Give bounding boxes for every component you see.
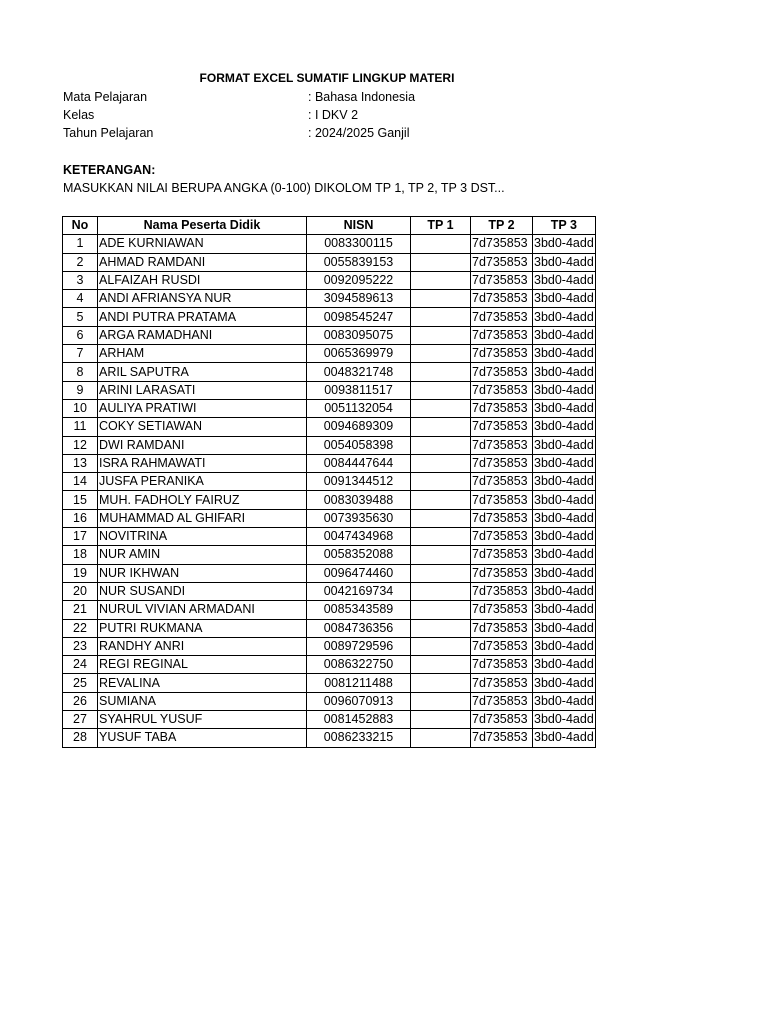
cell-tp1[interactable] <box>411 729 471 747</box>
table-row <box>63 345 596 363</box>
cell-name: SYAHRUL YUSUF <box>98 711 307 729</box>
cell-name: REGI REGINAL <box>98 656 307 674</box>
cell-tp3[interactable]: 3bd0-4add <box>533 674 596 692</box>
cell-tp3[interactable]: 3bd0-4add <box>533 473 596 491</box>
table-row <box>63 674 596 692</box>
cell-name: ISRA RAHMAWATI <box>98 454 307 472</box>
info-row-subject <box>63 88 593 106</box>
table-row <box>63 637 596 655</box>
cell-nisn: 0096474460 <box>307 564 411 582</box>
cell-tp1[interactable] <box>411 326 471 344</box>
cell-tp3[interactable]: 3bd0-4add <box>533 418 596 436</box>
cell-tp3[interactable]: 3bd0-4add <box>533 326 596 344</box>
cell-name: ALFAIZAH RUSDI <box>98 271 307 289</box>
cell-tp1[interactable] <box>411 509 471 527</box>
cell-nisn: 0054058398 <box>307 436 411 454</box>
cell-tp3[interactable]: 3bd0-4add <box>533 235 596 253</box>
cell-name: NUR SUSANDI <box>98 582 307 600</box>
cell-no: 22 <box>63 619 98 637</box>
table-row <box>63 363 596 381</box>
table-row <box>63 491 596 509</box>
cell-tp2[interactable]: 7d735853 <box>471 345 533 363</box>
cell-nisn: 0089729596 <box>307 637 411 655</box>
cell-tp2[interactable]: 7d735853 <box>471 637 533 655</box>
table-row <box>63 271 596 289</box>
cell-tp1[interactable] <box>411 564 471 582</box>
cell-tp3[interactable]: 3bd0-4add <box>533 381 596 399</box>
cell-no: 1 <box>63 235 98 253</box>
cell-no: 25 <box>63 674 98 692</box>
cell-name: SUMIANA <box>98 692 307 710</box>
cell-no: 12 <box>63 436 98 454</box>
cell-no: 23 <box>63 637 98 655</box>
cell-tp2[interactable]: 7d735853 <box>471 436 533 454</box>
table-row <box>63 582 596 600</box>
cell-tp2[interactable]: 7d735853 <box>471 656 533 674</box>
cell-tp1[interactable] <box>411 363 471 381</box>
cell-name: ARHAM <box>98 345 307 363</box>
cell-nisn: 0093811517 <box>307 381 411 399</box>
cell-nisn: 0084447644 <box>307 454 411 472</box>
cell-tp3[interactable]: 3bd0-4add <box>533 601 596 619</box>
cell-tp2[interactable]: 7d735853 <box>471 674 533 692</box>
cell-name: REVALINA <box>98 674 307 692</box>
table-row <box>63 308 596 326</box>
header-tp3: TP 3 <box>533 217 596 235</box>
cell-no: 11 <box>63 418 98 436</box>
cell-nisn: 0055839153 <box>307 253 411 271</box>
cell-nisn: 0065369979 <box>307 345 411 363</box>
cell-no: 13 <box>63 454 98 472</box>
cell-tp1[interactable] <box>411 619 471 637</box>
cell-no: 26 <box>63 692 98 710</box>
cell-nisn: 0086233215 <box>307 729 411 747</box>
table-row <box>63 473 596 491</box>
cell-tp1[interactable] <box>411 253 471 271</box>
table-row <box>63 656 596 674</box>
cell-nisn: 0098545247 <box>307 308 411 326</box>
cell-tp3[interactable]: 3bd0-4add <box>533 399 596 417</box>
cell-name: NUR AMIN <box>98 546 307 564</box>
cell-name: ANDI PUTRA PRATAMA <box>98 308 307 326</box>
cell-no: 8 <box>63 363 98 381</box>
cell-name: NURUL VIVIAN ARMADANI <box>98 601 307 619</box>
cell-no: 15 <box>63 491 98 509</box>
cell-tp3[interactable]: 3bd0-4add <box>533 253 596 271</box>
cell-no: 9 <box>63 381 98 399</box>
table-row <box>63 454 596 472</box>
cell-nisn: 3094589613 <box>307 290 411 308</box>
table-row <box>63 711 596 729</box>
cell-name: RANDHY ANRI <box>98 637 307 655</box>
info-label-year: Tahun Pelajaran <box>63 126 154 140</box>
cell-nisn: 0047434968 <box>307 528 411 546</box>
cell-name: JUSFA PERANIKA <box>98 473 307 491</box>
cell-name: ANDI AFRIANSYA NUR <box>98 290 307 308</box>
cell-tp1[interactable] <box>411 271 471 289</box>
table-row <box>63 564 596 582</box>
table-row <box>63 399 596 417</box>
cell-tp1[interactable] <box>411 235 471 253</box>
cell-tp3[interactable]: 3bd0-4add <box>533 308 596 326</box>
table-row <box>63 692 596 710</box>
table-row <box>63 546 596 564</box>
cell-tp2[interactable]: 7d735853 <box>471 528 533 546</box>
cell-name: AULIYA PRATIWI <box>98 399 307 417</box>
cell-no: 19 <box>63 564 98 582</box>
cell-nisn: 0091344512 <box>307 473 411 491</box>
cell-nisn: 0086322750 <box>307 656 411 674</box>
cell-tp3[interactable]: 3bd0-4add <box>533 637 596 655</box>
cell-name: AHMAD RAMDANI <box>98 253 307 271</box>
cell-tp3[interactable]: 3bd0-4add <box>533 582 596 600</box>
cell-tp3[interactable]: 3bd0-4add <box>533 546 596 564</box>
cell-tp1[interactable] <box>411 582 471 600</box>
cell-nisn: 0073935630 <box>307 509 411 527</box>
cell-no: 27 <box>63 711 98 729</box>
table-row <box>63 619 596 637</box>
note-heading: KETERANGAN: <box>63 163 156 177</box>
cell-nisn: 0094689309 <box>307 418 411 436</box>
cell-no: 16 <box>63 509 98 527</box>
cell-tp1[interactable] <box>411 418 471 436</box>
table-row <box>63 528 596 546</box>
cell-tp2[interactable]: 7d735853 <box>471 582 533 600</box>
cell-no: 7 <box>63 345 98 363</box>
info-value-subject: : Bahasa Indonesia <box>308 90 416 104</box>
cell-tp3[interactable]: 3bd0-4add <box>533 491 596 509</box>
cell-tp1[interactable] <box>411 674 471 692</box>
cell-tp1[interactable] <box>411 711 471 729</box>
cell-tp2[interactable]: 7d735853 <box>471 399 533 417</box>
cell-nisn: 0081452883 <box>307 711 411 729</box>
table-row <box>63 418 596 436</box>
info-row-year <box>63 124 593 142</box>
cell-no: 14 <box>63 473 98 491</box>
cell-tp1[interactable] <box>411 546 471 564</box>
cell-no: 6 <box>63 326 98 344</box>
cell-name: COKY SETIAWAN <box>98 418 307 436</box>
table-row <box>63 509 596 527</box>
cell-tp2[interactable]: 7d735853 <box>471 564 533 582</box>
info-value-class: : I DKV 2 <box>308 108 359 122</box>
cell-nisn: 0042169734 <box>307 582 411 600</box>
cell-tp3[interactable]: 3bd0-4add <box>533 619 596 637</box>
header-name: Nama Peserta Didik <box>98 217 307 235</box>
cell-nisn: 0083095075 <box>307 326 411 344</box>
cell-tp2[interactable]: 7d735853 <box>471 308 533 326</box>
cell-no: 20 <box>63 582 98 600</box>
cell-tp3[interactable]: 3bd0-4add <box>533 711 596 729</box>
cell-nisn: 0092095222 <box>307 271 411 289</box>
cell-nisn: 0083300115 <box>307 235 411 253</box>
cell-tp2[interactable]: 7d735853 <box>471 619 533 637</box>
cell-nisn: 0058352088 <box>307 546 411 564</box>
header-nisn: NISN <box>307 217 411 235</box>
cell-tp3[interactable]: 3bd0-4add <box>533 454 596 472</box>
cell-tp1[interactable] <box>411 656 471 674</box>
cell-tp1[interactable] <box>411 399 471 417</box>
cell-nisn: 0085343589 <box>307 601 411 619</box>
cell-no: 5 <box>63 308 98 326</box>
table-row <box>63 326 596 344</box>
table-row <box>63 381 596 399</box>
cell-name: YUSUF TABA <box>98 729 307 747</box>
note-text: MASUKKAN NILAI BERUPA ANGKA (0-100) DIKOLOM TP 1, TP 2, TP 3 DST... <box>63 181 505 195</box>
cell-tp2[interactable]: 7d735853 <box>471 692 533 710</box>
cell-tp3[interactable]: 3bd0-4add <box>533 729 596 747</box>
cell-name: PUTRI RUKMANA <box>98 619 307 637</box>
cell-tp2[interactable]: 7d735853 <box>471 235 533 253</box>
cell-no: 3 <box>63 271 98 289</box>
cell-tp2[interactable]: 7d735853 <box>471 418 533 436</box>
cell-tp2[interactable]: 7d735853 <box>471 729 533 747</box>
cell-tp1[interactable] <box>411 473 471 491</box>
cell-tp2[interactable]: 7d735853 <box>471 711 533 729</box>
cell-tp2[interactable]: 7d735853 <box>471 491 533 509</box>
cell-tp2[interactable]: 7d735853 <box>471 290 533 308</box>
info-value-year: : 2024/2025 Ganjil <box>308 126 410 140</box>
cell-name: DWI RAMDANI <box>98 436 307 454</box>
cell-nisn: 0051132054 <box>307 399 411 417</box>
cell-tp1[interactable] <box>411 381 471 399</box>
cell-tp2[interactable]: 7d735853 <box>471 473 533 491</box>
header-tp2: TP 2 <box>471 217 533 235</box>
cell-tp3[interactable]: 3bd0-4add <box>533 509 596 527</box>
cell-no: 17 <box>63 528 98 546</box>
table-row <box>63 253 596 271</box>
cell-tp1[interactable] <box>411 637 471 655</box>
cell-name: NUR IKHWAN <box>98 564 307 582</box>
cell-name: MUH. FADHOLY FAIRUZ <box>98 491 307 509</box>
cell-tp1[interactable] <box>411 528 471 546</box>
cell-name: ARIL SAPUTRA <box>98 363 307 381</box>
cell-nisn: 0081211488 <box>307 674 411 692</box>
page-title: FORMAT EXCEL SUMATIF LINGKUP MATERI <box>199 71 455 85</box>
info-row-class <box>63 106 593 124</box>
table-row <box>63 436 596 454</box>
table-header-row <box>63 217 596 235</box>
cell-tp1[interactable] <box>411 345 471 363</box>
cell-tp3[interactable]: 3bd0-4add <box>533 345 596 363</box>
cell-tp2[interactable]: 7d735853 <box>471 326 533 344</box>
cell-name: MUHAMMAD AL GHIFARI <box>98 509 307 527</box>
header-tp1: TP 1 <box>411 217 471 235</box>
cell-name: NOVITRINA <box>98 528 307 546</box>
cell-tp3[interactable]: 3bd0-4add <box>533 363 596 381</box>
cell-nisn: 0048321748 <box>307 363 411 381</box>
cell-no: 18 <box>63 546 98 564</box>
table-row <box>63 235 596 253</box>
cell-tp1[interactable] <box>411 436 471 454</box>
cell-tp3[interactable]: 3bd0-4add <box>533 692 596 710</box>
cell-tp2[interactable]: 7d735853 <box>471 546 533 564</box>
cell-tp3[interactable]: 3bd0-4add <box>533 436 596 454</box>
grade-table <box>62 216 596 748</box>
cell-tp3[interactable]: 3bd0-4add <box>533 564 596 582</box>
cell-tp2[interactable]: 7d735853 <box>471 363 533 381</box>
table-row <box>63 729 596 747</box>
cell-tp2[interactable]: 7d735853 <box>471 601 533 619</box>
cell-tp1[interactable] <box>411 692 471 710</box>
info-label-class: Kelas <box>63 108 95 122</box>
cell-tp3[interactable]: 3bd0-4add <box>533 271 596 289</box>
cell-no: 10 <box>63 399 98 417</box>
cell-tp2[interactable]: 7d735853 <box>471 271 533 289</box>
cell-tp1[interactable] <box>411 308 471 326</box>
cell-no: 28 <box>63 729 98 747</box>
cell-tp2[interactable]: 7d735853 <box>471 509 533 527</box>
table-body <box>63 235 596 747</box>
cell-tp3[interactable]: 3bd0-4add <box>533 656 596 674</box>
cell-tp1[interactable] <box>411 491 471 509</box>
cell-tp3[interactable]: 3bd0-4add <box>533 290 596 308</box>
cell-tp3[interactable]: 3bd0-4add <box>533 528 596 546</box>
cell-nisn: 0083039488 <box>307 491 411 509</box>
cell-name: ADE KURNIAWAN <box>98 235 307 253</box>
cell-nisn: 0084736356 <box>307 619 411 637</box>
cell-name: ARGA RAMADHANI <box>98 326 307 344</box>
cell-tp1[interactable] <box>411 601 471 619</box>
cell-tp2[interactable]: 7d735853 <box>471 253 533 271</box>
table-row <box>63 290 596 308</box>
cell-no: 21 <box>63 601 98 619</box>
cell-no: 24 <box>63 656 98 674</box>
cell-tp1[interactable] <box>411 290 471 308</box>
cell-nisn: 0096070913 <box>307 692 411 710</box>
cell-tp1[interactable] <box>411 454 471 472</box>
cell-tp2[interactable]: 7d735853 <box>471 381 533 399</box>
info-label-subject: Mata Pelajaran <box>63 90 148 104</box>
cell-no: 2 <box>63 253 98 271</box>
header-no: No <box>63 217 98 235</box>
cell-tp2[interactable]: 7d735853 <box>471 454 533 472</box>
table-row <box>63 601 596 619</box>
cell-name: ARINI LARASATI <box>98 381 307 399</box>
cell-no: 4 <box>63 290 98 308</box>
